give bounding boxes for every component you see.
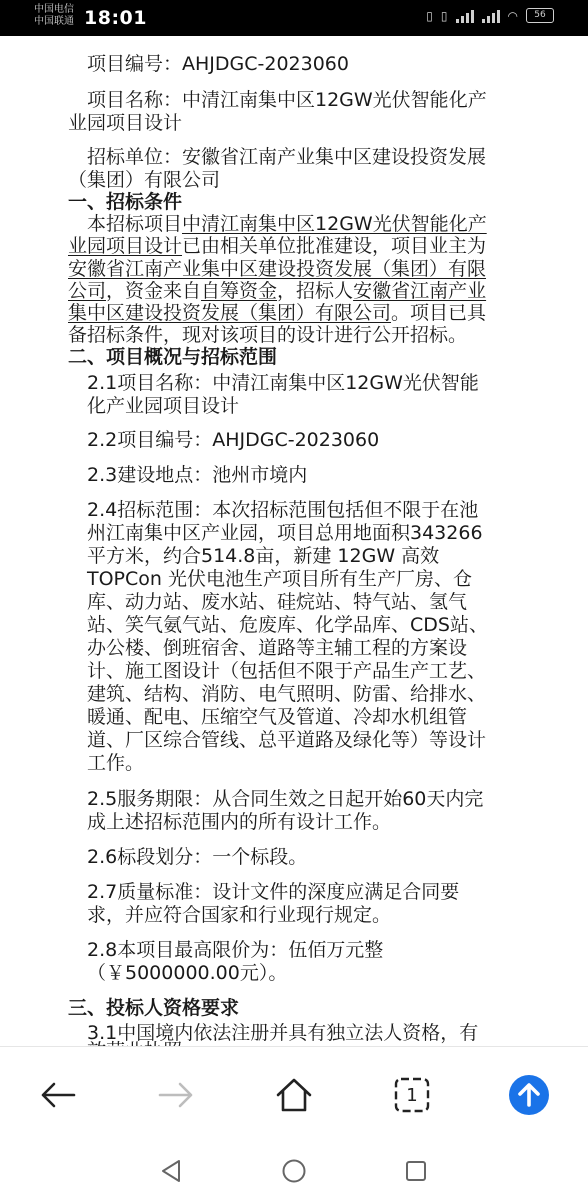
- browser-toolbar: [0, 1046, 588, 1143]
- item-2-4-line-5: 库、动力站、废水站、硅烷站、特气站、氢气: [87, 591, 468, 613]
- item-2-6: 2.6标段划分：一个标段。: [87, 846, 308, 868]
- underlined-project-name-cont: 业园项目设计: [68, 235, 183, 257]
- nfc-icon: ▯: [426, 8, 433, 23]
- wifi-icon: ◠: [507, 8, 518, 23]
- underlined-owner: 安徽省江南产业集中区建设投资发展（集团）有限: [68, 258, 487, 280]
- system-recents-button[interactable]: [399, 1154, 433, 1188]
- document-content[interactable]: [0, 36, 588, 1046]
- carrier-line-2: 中国联通: [34, 16, 74, 27]
- item-2-4-line-8: 计、施工图设计（包括但不限于产品生产工艺、: [87, 660, 487, 682]
- item-2-4-line-6: 站、笑气氨气站、危废库、化学品库、CDS站、: [87, 614, 488, 636]
- section-1-title: 一、招标条件: [68, 191, 183, 213]
- tender-unit-line-2: （集团）有限公司: [68, 169, 221, 191]
- item-2-7-line-2: 求，并应符合国家和行业现行规定。: [87, 904, 392, 926]
- project-number: 项目编号：AHJDGC-2023060: [87, 53, 349, 75]
- text-span: ，招标人: [277, 280, 354, 302]
- item-2-8-line-1: 2.8本项目最高限价为：伍佰万元整: [87, 939, 384, 961]
- section-1-line-2: [68, 235, 548, 257]
- system-back-button[interactable]: [154, 1154, 188, 1188]
- underlined-funding: 自筹资金: [201, 280, 278, 302]
- home-button[interactable]: [264, 1067, 324, 1123]
- carrier-line-1: 中国电信: [34, 4, 74, 15]
- triangle-back-icon: [159, 1158, 183, 1184]
- item-2-4-line-10: 暖通、配电、压缩空气及管道、冷却水机组管: [87, 706, 468, 728]
- item-3-1-line-1: 3.1中国境内依法注册并具有独立法人资格，有: [87, 1022, 479, 1044]
- circle-home-icon: [281, 1158, 307, 1184]
- system-nav-bar: [0, 1142, 588, 1200]
- signal-icon: [456, 9, 474, 23]
- underlined-tenderer: 安徽省江南产业: [353, 280, 487, 302]
- square-recents-icon: [404, 1159, 428, 1183]
- item-2-1-line-2: 化产业园项目设计: [87, 395, 240, 417]
- system-home-button[interactable]: [277, 1154, 311, 1188]
- clock: 18:01: [84, 7, 147, 29]
- vibrate-icon: ▯: [440, 8, 448, 23]
- item-2-4-line-12: 工作。: [87, 752, 145, 774]
- section-1-line-3: [68, 258, 548, 280]
- section-1-line-1: [87, 213, 567, 235]
- forward-button[interactable]: [146, 1067, 206, 1123]
- item-2-4-line-7: 办公楼、倒班宿舍、道路等主辅工程的方案设: [87, 637, 468, 659]
- item-2-4-line-9: 建筑、结构、消防、电气照明、防雷、给排水、: [87, 683, 487, 705]
- item-2-3: 2.3建设地点：池州市境内: [87, 464, 308, 486]
- item-2-4-line-1: 2.4招标范围：本次招标范围包括但不限于在池: [87, 499, 479, 521]
- underlined-owner-cont: 公司: [68, 280, 107, 302]
- item-2-5-line-1: 2.5服务期限：从合同生效之日起开始60天内完: [87, 788, 484, 810]
- text-span: 本招标项目: [87, 213, 183, 235]
- text-span: ，资金来自: [106, 280, 202, 302]
- tab-count: 1: [406, 1084, 418, 1106]
- carrier-info: [34, 4, 74, 28]
- signal-2-icon: [482, 9, 500, 23]
- section-3-title: 三、投标人资格要求: [68, 997, 240, 1019]
- home-icon: [274, 1076, 314, 1114]
- project-name-line-1: 项目名称：中清江南集中区12GW光伏智能化产: [87, 89, 487, 111]
- item-2-8-line-2: （￥5000000.00元）。: [87, 962, 288, 984]
- item-2-4-line-11: 道、厂区综合管线、总平道路及绿化等）等设计: [87, 729, 487, 751]
- back-button[interactable]: [28, 1067, 88, 1123]
- arrow-up-circle-icon: [508, 1074, 550, 1116]
- arrow-right-icon: [156, 1080, 196, 1110]
- item-2-1-line-1: 2.1项目名称：中清江南集中区12GW光伏智能: [87, 372, 479, 394]
- text-span: 。项目已具: [391, 302, 487, 324]
- arrow-left-icon: [38, 1080, 78, 1110]
- underlined-project-name: 中清江南集中区12GW光伏智能化产: [182, 213, 487, 235]
- status-icons: [426, 8, 554, 23]
- item-2-4-line-3: 平方米，约合514.8亩，新建 12GW 高效: [87, 545, 440, 567]
- item-2-4-line-2: 州江南集中区产业园，项目总用地面积343266: [87, 522, 483, 544]
- section-1-line-5: [68, 302, 548, 324]
- tabs-button[interactable]: [382, 1067, 442, 1123]
- section-1-line-6: 备招标条件，现对该项目的设计进行公开招标。: [68, 324, 468, 346]
- section-2-title: 二、项目概况与招标范围: [68, 346, 278, 368]
- item-2-5-line-2: 成上述招标范围内的所有设计工作。: [87, 811, 392, 833]
- scroll-top-button[interactable]: [499, 1067, 559, 1123]
- item-2-2: 2.2项目编号：AHJDGC-2023060: [87, 429, 380, 451]
- status-bar: [0, 0, 588, 36]
- item-2-4-line-4: TOPCon 光伏电池生产项目所有生产厂房、仓: [87, 568, 472, 590]
- text-span: 已由相关单位批准建设，项目业主为: [182, 235, 487, 257]
- section-1-line-4: [68, 280, 548, 302]
- tender-unit-line-1: 招标单位：安徽省江南产业集中区建设投资发展: [87, 146, 487, 168]
- battery-icon: 56: [526, 8, 554, 23]
- item-2-7-line-1: 2.7质量标准：设计文件的深度应满足合同要: [87, 881, 460, 903]
- underlined-tenderer-cont: 集中区建设投资发展（集团）有限公司: [68, 302, 392, 324]
- project-name-line-2: 业园项目设计: [68, 112, 183, 134]
